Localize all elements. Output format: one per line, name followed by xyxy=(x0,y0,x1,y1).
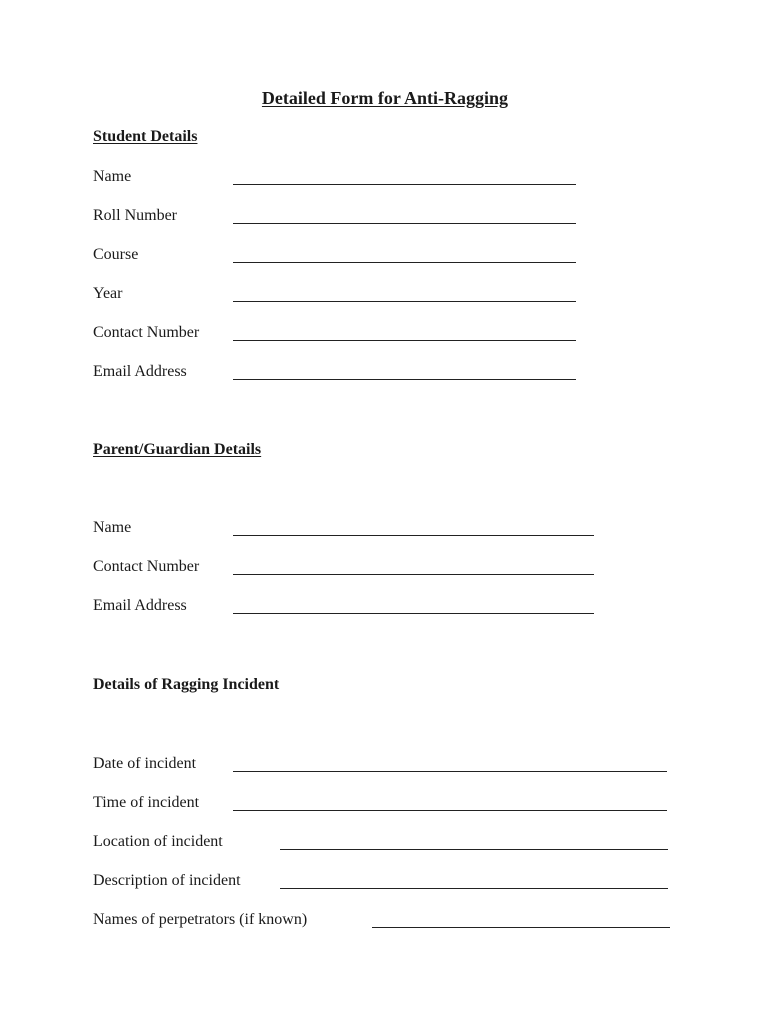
incident-description-field[interactable] xyxy=(280,888,668,889)
incident-date-field[interactable] xyxy=(233,771,667,772)
incident-perpetrators-field[interactable] xyxy=(372,927,670,928)
incident-details-heading: Details of Ragging Incident xyxy=(93,676,280,693)
parent-details-heading: Parent/Guardian Details xyxy=(93,441,262,458)
parent-contact-number-label: Contact Number xyxy=(93,558,200,575)
incident-location-field[interactable] xyxy=(280,849,668,850)
parent-name-label: Name xyxy=(93,519,132,536)
parent-email-label: Email Address xyxy=(93,597,187,614)
student-course-label: Course xyxy=(93,246,139,263)
student-course-field[interactable] xyxy=(233,262,576,263)
incident-date-label: Date of incident xyxy=(93,755,197,772)
student-contact-number-label: Contact Number xyxy=(93,324,200,341)
incident-time-label: Time of incident xyxy=(93,794,200,811)
student-name-field[interactable] xyxy=(233,184,576,185)
form-title: Detailed Form for Anti-Ragging xyxy=(261,88,509,108)
student-email-field[interactable] xyxy=(233,379,576,380)
parent-contact-number-field[interactable] xyxy=(233,574,594,575)
student-year-field[interactable] xyxy=(233,301,576,302)
incident-perpetrators-label: Names of perpetrators (if known) xyxy=(93,911,308,928)
student-roll-number-field[interactable] xyxy=(233,223,576,224)
parent-email-field[interactable] xyxy=(233,613,594,614)
parent-name-field[interactable] xyxy=(233,535,594,536)
student-name-label: Name xyxy=(93,168,132,185)
incident-time-field[interactable] xyxy=(233,810,667,811)
student-contact-number-field[interactable] xyxy=(233,340,576,341)
incident-location-label: Location of incident xyxy=(93,833,223,850)
incident-description-label: Description of incident xyxy=(93,872,241,889)
student-year-label: Year xyxy=(93,285,123,302)
student-email-label: Email Address xyxy=(93,363,187,380)
student-roll-number-label: Roll Number xyxy=(93,207,177,224)
student-details-heading: Student Details xyxy=(93,128,198,145)
